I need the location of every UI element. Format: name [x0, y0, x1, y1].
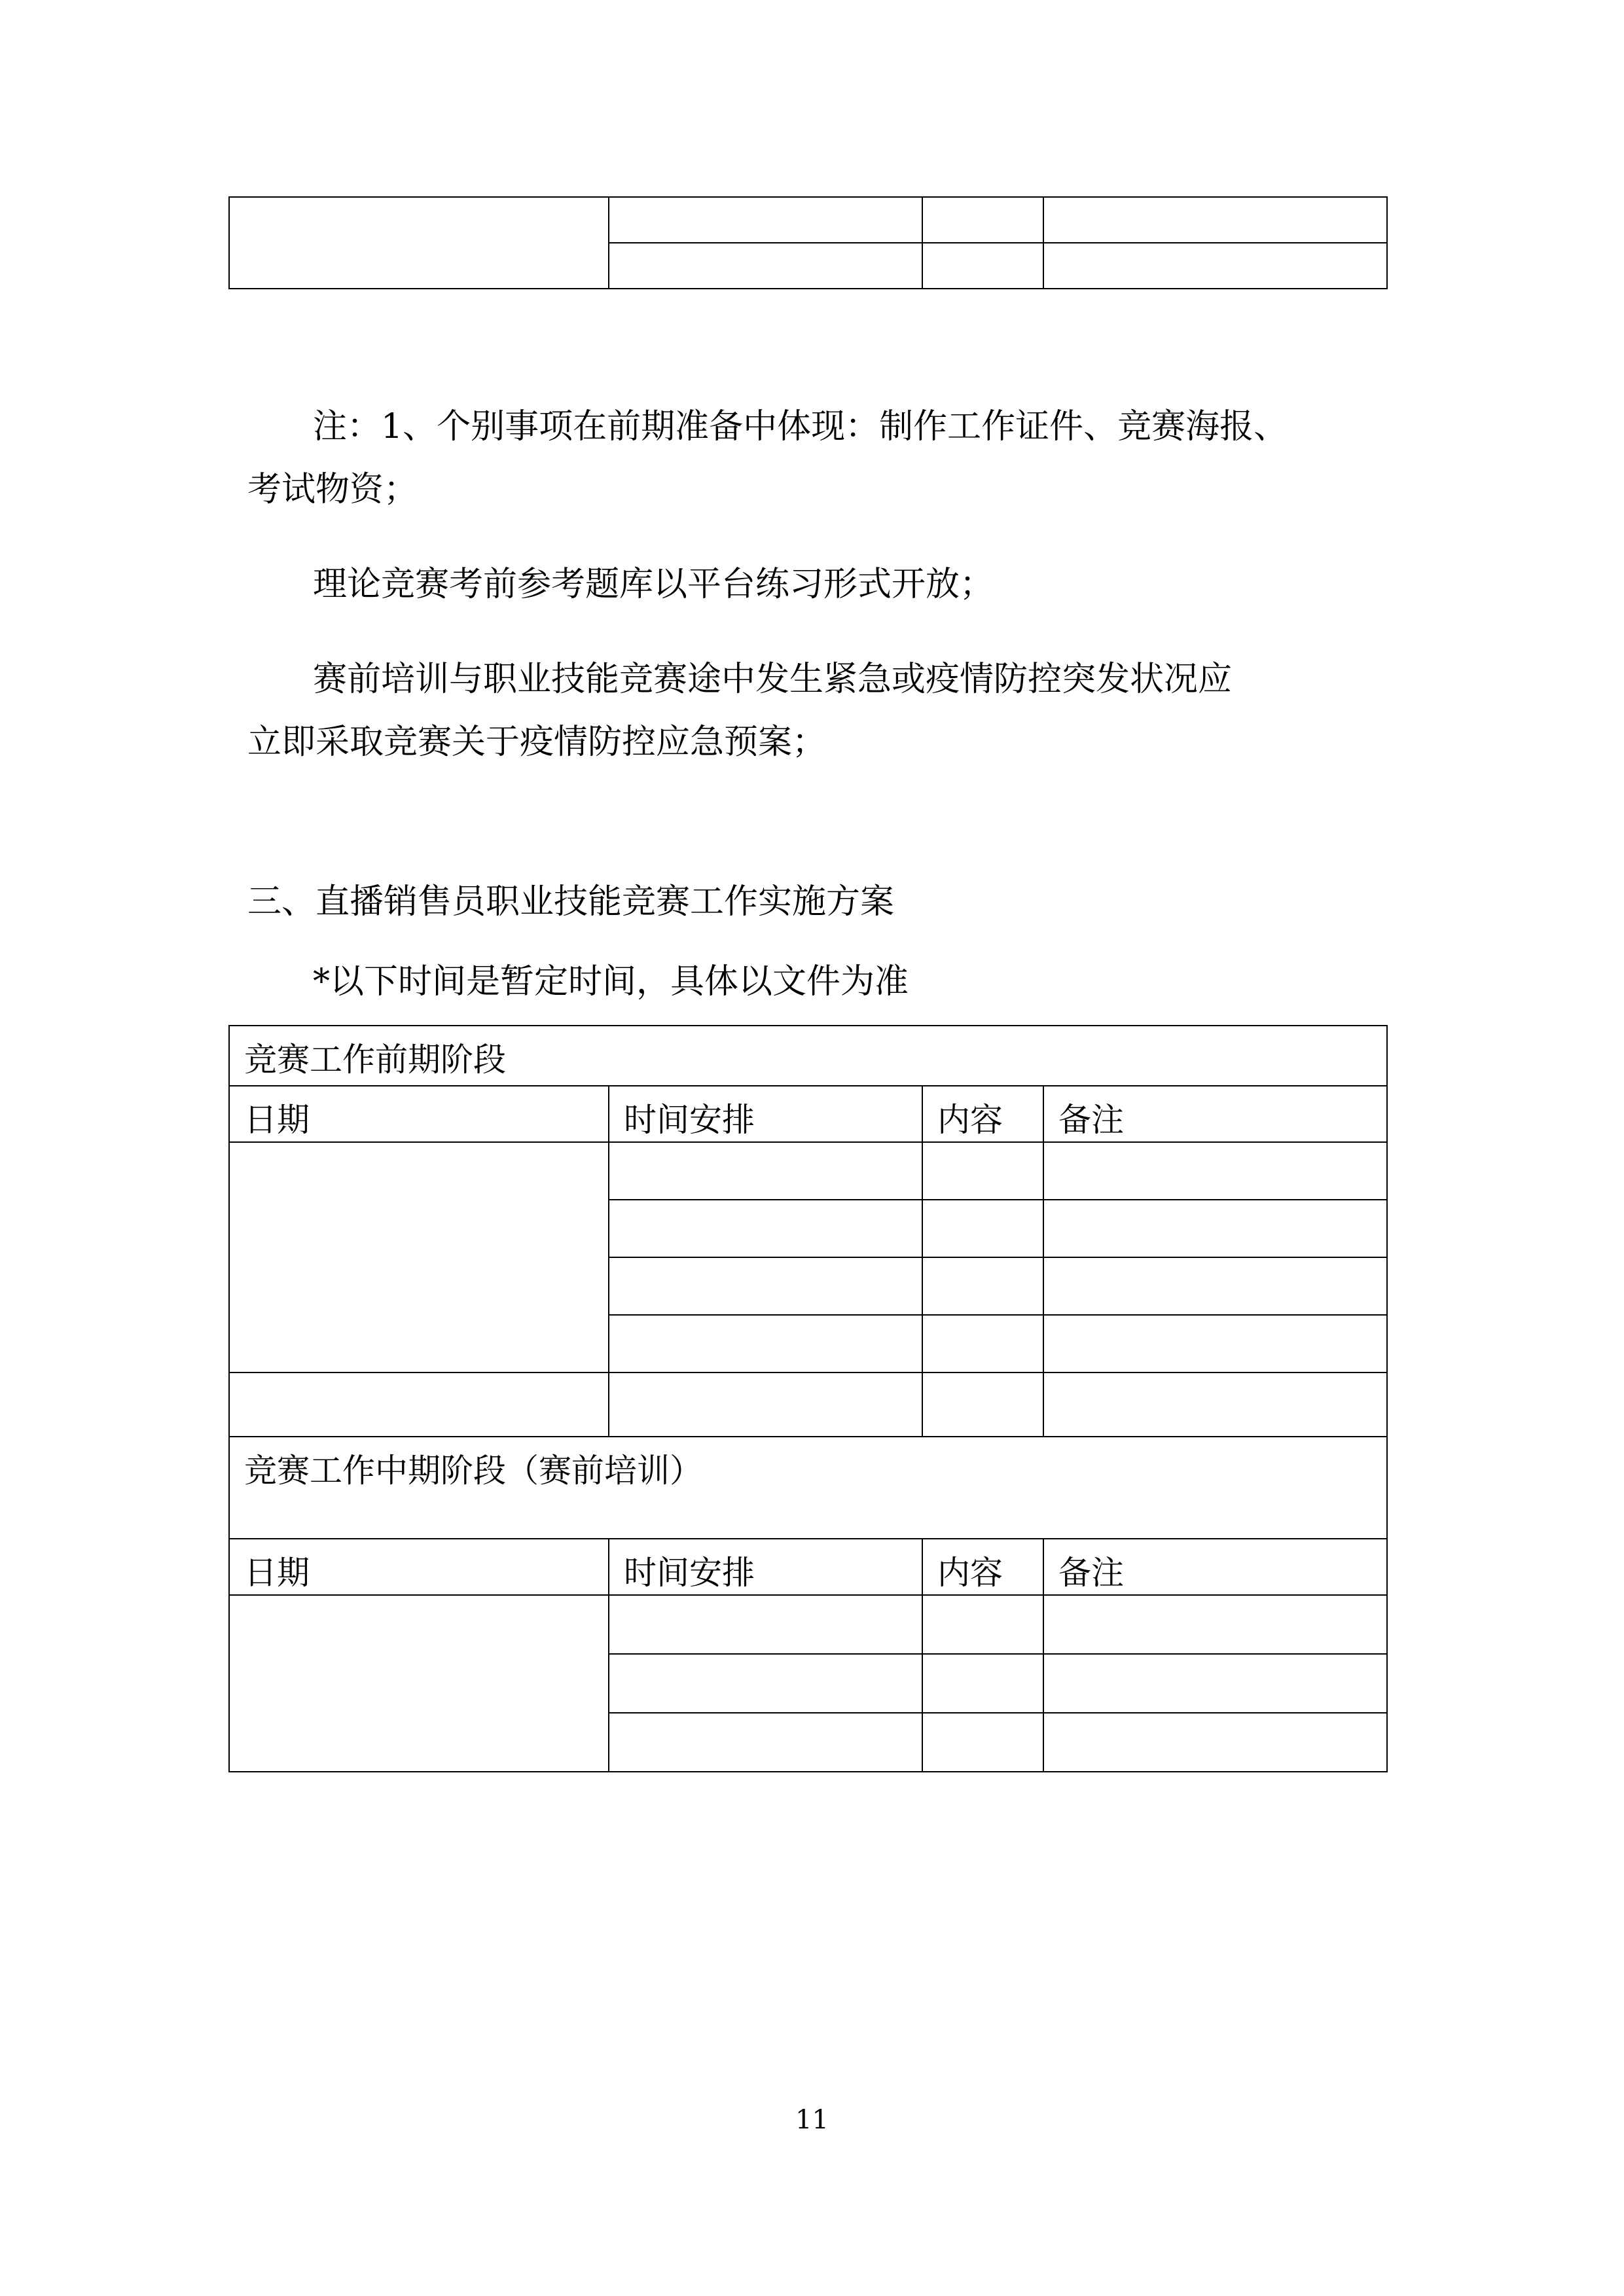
stage1-cell-remark: [1043, 1372, 1387, 1437]
stage2-cell-remark: [1043, 1713, 1387, 1772]
stage1-cell-remark: [1043, 1142, 1387, 1200]
stage2-cell-remark: [1043, 1654, 1387, 1713]
note-line-1: 注：1、个别事项在前期准备中体现：制作工作证件、竞赛海报、: [313, 407, 1288, 446]
stage2-header-content: 内容: [922, 1539, 1043, 1595]
stage2-cell-content: [922, 1595, 1043, 1654]
stage2-cell-remark: [1043, 1595, 1387, 1654]
continuation-cell-time: [609, 243, 922, 289]
table-row: [229, 1595, 1387, 1654]
note-line-3: 理论竞赛考前参考题库以平台练习形式开放；: [313, 565, 994, 604]
continuation-table: [228, 196, 1388, 289]
continuation-cell-time: [609, 197, 922, 243]
continuation-cell-date: [229, 197, 609, 289]
stage1-cell-remark: [1043, 1200, 1387, 1257]
schedule-table: [228, 1025, 1388, 1772]
continuation-cell-content: [922, 197, 1043, 243]
stage2-cell-content: [922, 1713, 1043, 1772]
note-line-2: 考试物资；: [247, 470, 418, 509]
stage2-cell-time: [609, 1713, 922, 1772]
table-row-stage2-headers: [229, 1539, 1387, 1595]
stage2-header-date: 日期: [229, 1539, 609, 1595]
stage1-cell-remark: [1043, 1257, 1387, 1315]
page-number: 11: [795, 2105, 829, 2135]
table-row-stage1-title: [229, 1026, 1387, 1086]
stage1-header-time: 时间安排: [609, 1086, 922, 1142]
continuation-cell-remark: [1043, 197, 1387, 243]
continuation-cell-content: [922, 243, 1043, 289]
stage1-header-date: 日期: [229, 1086, 609, 1142]
stage2-cell-date: [229, 1595, 609, 1772]
section-heading: 三、直播销售员职业技能竞赛工作实施方案: [247, 882, 895, 922]
note-line-5: 立即采取竞赛关于疫情防控应急预案；: [247, 723, 827, 762]
stage1-cell-content: [922, 1200, 1043, 1257]
stage1-cell-date: [229, 1372, 609, 1437]
stage1-cell-time: [609, 1372, 922, 1437]
stage1-cell-content: [922, 1315, 1043, 1372]
stage1-cell-time: [609, 1200, 922, 1257]
table-row: [229, 1372, 1387, 1437]
stage1-cell-time: [609, 1315, 922, 1372]
note-line-4: 赛前培训与职业技能竞赛途中发生紧急或疫情防控突发状况应: [313, 660, 1233, 699]
stage2-header-time: 时间安排: [609, 1539, 922, 1595]
stage1-header-remark: 备注: [1043, 1086, 1387, 1142]
stage1-cell-remark: [1043, 1315, 1387, 1372]
stage1-cell-date: [229, 1142, 609, 1372]
stage1-header-content: 内容: [922, 1086, 1043, 1142]
table-row: [229, 1142, 1387, 1200]
table-row-stage1-headers: [229, 1086, 1387, 1142]
stage1-cell-content: [922, 1372, 1043, 1437]
stage1-cell-time: [609, 1142, 922, 1200]
stage1-title-cell: 竞赛工作前期阶段: [229, 1026, 1387, 1086]
stage2-cell-time: [609, 1654, 922, 1713]
continuation-cell-remark: [1043, 243, 1387, 289]
table-row: [229, 197, 1387, 243]
stage2-cell-content: [922, 1654, 1043, 1713]
stage2-title-cell: 竞赛工作中期阶段（赛前培训）: [229, 1437, 1387, 1539]
table-row-stage2-title: [229, 1437, 1387, 1539]
stage2-header-remark: 备注: [1043, 1539, 1387, 1595]
stage1-cell-content: [922, 1257, 1043, 1315]
stage1-cell-time: [609, 1257, 922, 1315]
stage1-cell-content: [922, 1142, 1043, 1200]
stage2-cell-time: [609, 1595, 922, 1654]
section-subnote: *以下时间是暂定时间，具体以文件为准: [313, 962, 909, 1001]
